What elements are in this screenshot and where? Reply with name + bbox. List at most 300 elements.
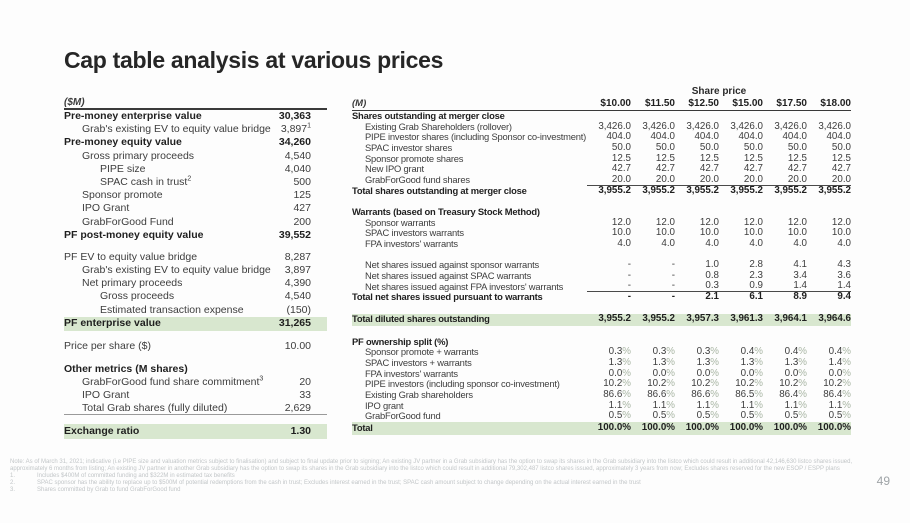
percent-sign: % <box>622 378 631 390</box>
row-label: SPAC investors warrants <box>365 227 464 239</box>
row-value: 33 <box>299 388 311 401</box>
row-label: Estimated transaction expense <box>100 303 244 316</box>
table-row <box>352 411 851 422</box>
footnote-item <box>10 473 858 480</box>
row-value: 50.0 <box>699 142 719 154</box>
row-value: 4.0 <box>705 238 719 250</box>
row-value: 3,897$^1$ <box>280 122 311 136</box>
share-price-columns <box>587 98 851 109</box>
row-value: - <box>671 291 675 303</box>
row-value: 42.7 <box>655 163 675 175</box>
row-value: 1.30 <box>290 424 311 437</box>
row-label: Pre-money equity value <box>64 136 182 149</box>
footnote-text: SPAC sponsor has the ability to replace up to $500M of potential redemptions from the cash in trust; Excludes interest earned in the trust; SPAC cash amount subject to change depending on the actual interest earned in the trust <box>37 480 641 486</box>
row-label: Grab's existing EV to equity value bridge <box>82 264 271 277</box>
share-price-column-header: $18.00 <box>820 98 851 109</box>
percent-sign: % <box>754 410 763 422</box>
row-label: Net shares issued against sponsor warrants <box>365 259 539 271</box>
row-value: 42.7 <box>699 163 719 175</box>
row-value: 2.8 <box>749 259 763 271</box>
row-value: 20.0 <box>655 173 675 185</box>
row-value: 12.0 <box>655 216 675 228</box>
table-row <box>64 376 327 389</box>
table-spacer <box>64 415 327 424</box>
percent-sign: % <box>842 356 851 368</box>
percent-sign: % <box>798 356 807 368</box>
share-price-column-header: $11.50 <box>644 98 675 109</box>
row-value: 0.3% <box>652 346 675 358</box>
row-value: 3,955.2 <box>598 313 631 325</box>
percent-sign: % <box>710 356 719 368</box>
row-label: PF enterprise value <box>64 317 161 330</box>
row-label: Net primary proceeds <box>82 277 183 290</box>
row-value: 50.0 <box>611 142 631 154</box>
percent-sign: % <box>622 410 631 422</box>
percent-sign: % <box>842 378 851 390</box>
table-row <box>352 314 851 327</box>
row-value: 404.0 <box>738 131 763 143</box>
row-value: 4.0 <box>617 238 631 250</box>
row-value: 0.0% <box>608 367 631 379</box>
table-row <box>352 239 851 250</box>
row-label: GrabForGood fund <box>365 410 441 422</box>
row-value: 86.4% <box>823 388 851 400</box>
row-value: 0.3% <box>608 346 631 358</box>
percent-sign: % <box>666 378 675 390</box>
row-value: 20.0 <box>831 173 851 185</box>
percent-sign: % <box>710 346 719 358</box>
footnote-text: Includes $400M of committed funding and $322M in estimated tax benefits <box>37 473 235 479</box>
row-label: Net shares issued against SPAC warrants <box>365 269 532 281</box>
row-value: 42.7 <box>787 163 807 175</box>
table-row <box>352 292 851 303</box>
right-table-unit-label: (M) <box>352 98 367 109</box>
row-label: Existing Grab shareholders <box>365 388 473 400</box>
percent-sign: % <box>798 410 807 422</box>
row-value: 0.0% <box>740 367 763 379</box>
row-values <box>587 271 851 282</box>
row-value: 0.5% <box>696 410 719 422</box>
row-values <box>587 422 851 435</box>
row-value: 20.0 <box>743 173 763 185</box>
row-value: 1.1% <box>652 399 675 411</box>
table-row <box>64 317 327 332</box>
row-value: 12.0 <box>743 216 763 228</box>
share-price-scenario-table <box>352 86 851 435</box>
row-value: 8.9 <box>793 291 807 303</box>
row-value: 10.0 <box>831 227 851 239</box>
row-value: 125 <box>293 189 311 202</box>
percent-sign: % <box>622 367 631 379</box>
percent-sign: % <box>754 367 763 379</box>
row-label: PF ownership split (%) <box>352 335 449 347</box>
row-label: New IPO grant <box>365 163 424 175</box>
row-value: 3,426.0 <box>774 120 807 132</box>
row-value: - <box>627 269 631 281</box>
row-value: 0.0% <box>696 367 719 379</box>
row-value: 1.1% <box>828 399 851 411</box>
table-row <box>352 390 851 401</box>
percent-sign: % <box>798 346 807 358</box>
row-value: 31,265 <box>278 317 311 330</box>
left-table-unit-label: ($M) <box>64 97 327 110</box>
row-value: 3,955.2 <box>642 184 675 196</box>
row-value: 50.0 <box>743 142 763 154</box>
percent-sign: % <box>666 399 675 411</box>
row-value: 1.3% <box>740 356 763 368</box>
row-label: Total net shares issued pursuant to warrants <box>352 291 543 303</box>
percent-sign: % <box>842 346 851 358</box>
percent-sign: % <box>798 399 807 411</box>
row-value: 20.0 <box>787 173 807 185</box>
row-value: 200 <box>293 215 311 228</box>
percent-sign: % <box>622 356 631 368</box>
row-value: 10.0 <box>611 227 631 239</box>
row-value: 0.4% <box>740 346 763 358</box>
row-value: - <box>627 280 631 292</box>
row-value: (150) <box>286 303 311 316</box>
percent-sign: % <box>842 367 851 379</box>
row-label: GrabForGood Fund <box>82 215 174 228</box>
row-value: 6.1 <box>749 291 763 303</box>
table-spacer <box>64 331 327 340</box>
table-spacer <box>352 326 851 337</box>
row-value: 30,363 <box>278 110 311 122</box>
footnote-text: Shares committed by Grab to fund GrabForGood fund <box>37 487 181 493</box>
row-value: 500 <box>293 175 311 188</box>
row-value: 12.0 <box>787 216 807 228</box>
row-value: - <box>627 291 631 303</box>
row-label: Pre-money enterprise value <box>64 110 202 122</box>
row-value: - <box>671 280 675 292</box>
row-value: 3,955.2 <box>642 313 675 325</box>
row-label: FPA investors' warrants <box>365 238 458 250</box>
row-value: 100.0% <box>817 421 851 433</box>
table-row <box>64 277 327 290</box>
row-value: 10.0 <box>655 227 675 239</box>
percent-sign: % <box>798 388 807 400</box>
row-value: 10.2% <box>603 378 631 390</box>
row-value: 12.5 <box>831 152 851 164</box>
table-row <box>352 154 851 165</box>
percent-sign: % <box>666 388 675 400</box>
percent-sign: % <box>754 399 763 411</box>
row-value: 4,540 <box>284 149 311 162</box>
table-row <box>352 358 851 369</box>
row-label: PF EV to equity value bridge <box>64 250 198 263</box>
valuation-summary-table <box>64 97 327 439</box>
row-value: 9.4 <box>837 291 851 303</box>
row-value: 86.6% <box>691 388 719 400</box>
row-value: 2.3 <box>749 269 763 281</box>
row-value: 404.0 <box>650 131 675 143</box>
row-label: Sponsor warrants <box>365 216 436 228</box>
table-row <box>64 136 327 149</box>
row-value: 0.0% <box>652 367 675 379</box>
percent-sign: % <box>754 346 763 358</box>
row-value: 12.5 <box>743 152 763 164</box>
table-spacer <box>352 303 851 314</box>
row-value: 3,957.3 <box>686 313 719 325</box>
row-label: Total shares outstanding at merger close <box>352 184 527 196</box>
row-value: 3,426.0 <box>598 120 631 132</box>
table-row <box>64 251 327 264</box>
row-value: 3,961.3 <box>730 313 763 325</box>
row-value: 100.0% <box>729 421 763 433</box>
row-label: Sponsor promote shares <box>365 152 464 164</box>
row-value: 20.0 <box>611 173 631 185</box>
row-value: 3,964.1 <box>774 313 807 325</box>
footnote-item <box>10 487 858 494</box>
footnote-number: 1. <box>10 473 16 479</box>
row-label: Gross proceeds <box>100 290 175 303</box>
share-price-group-header: Share price <box>691 86 747 97</box>
row-value: 404.0 <box>782 131 807 143</box>
row-value: 3.4 <box>793 269 807 281</box>
row-label: Price per share ($) <box>64 340 151 353</box>
percent-sign: % <box>622 399 631 411</box>
row-value: 42.7 <box>831 163 851 175</box>
row-values <box>587 260 851 271</box>
row-label: FPA investors' warrants <box>365 367 458 379</box>
row-label: Net shares issued against FPA investors' warrants <box>365 280 564 292</box>
row-value: 1.1% <box>608 399 631 411</box>
row-value: 12.5 <box>787 152 807 164</box>
table-row <box>64 290 327 303</box>
table-row <box>64 202 327 215</box>
table-row <box>64 123 327 136</box>
row-value: 4.0 <box>837 238 851 250</box>
percent-sign: % <box>754 356 763 368</box>
row-value: 39,552 <box>278 228 311 241</box>
row-value: 2,629 <box>284 401 311 414</box>
row-value: 100.0% <box>597 421 631 433</box>
row-value: 1.3% <box>652 356 675 368</box>
row-value: 1.0 <box>705 259 719 271</box>
share-price-column-header: $12.50 <box>688 98 719 109</box>
row-label: Warrants (based on Treasury Stock Method) <box>352 206 540 217</box>
row-value: 0.4% <box>784 346 807 358</box>
row-value: 1.1% <box>784 399 807 411</box>
row-value: 3,955.2 <box>730 184 763 196</box>
row-value: - <box>671 269 675 281</box>
row-value: 100.0% <box>641 421 675 433</box>
percent-sign: % <box>710 378 719 390</box>
row-value: 3,955.2 <box>598 184 631 196</box>
row-value: 4.0 <box>749 238 763 250</box>
footnote-list <box>10 473 858 494</box>
row-label: Gross primary proceeds <box>82 149 195 162</box>
table-row <box>64 340 327 353</box>
row-value: 1.1% <box>696 399 719 411</box>
row-value: 1.3% <box>696 356 719 368</box>
percent-sign: % <box>710 410 719 422</box>
row-label: Grab's existing EV to equity value bridge <box>82 123 271 136</box>
row-value: 12.0 <box>611 216 631 228</box>
row-value: 1.4 <box>837 280 851 292</box>
row-value: 3,426.0 <box>818 120 851 132</box>
row-value: 3,897 <box>284 264 311 277</box>
row-values <box>587 282 851 293</box>
footnote-item <box>10 480 858 487</box>
row-label: Sponsor promote + warrants <box>365 346 479 358</box>
row-value: 0.5% <box>608 410 631 422</box>
row-value: 100.0% <box>773 421 807 433</box>
row-value: 86.6% <box>603 388 631 400</box>
row-value: 86.4% <box>779 388 807 400</box>
row-value: 0.9 <box>749 280 763 292</box>
percent-sign: % <box>710 399 719 411</box>
row-value: 10.2% <box>735 378 763 390</box>
row-value: 86.6% <box>647 388 675 400</box>
row-value: 10.00 <box>284 340 311 353</box>
row-value: 0.0% <box>784 367 807 379</box>
percent-sign: % <box>842 399 851 411</box>
row-value: 404.0 <box>694 131 719 143</box>
row-value: 12.5 <box>655 152 675 164</box>
row-value: 42.7 <box>611 163 631 175</box>
row-label: PIPE size <box>100 162 146 175</box>
row-value: 1.4% <box>828 356 851 368</box>
table-row <box>352 422 851 435</box>
row-value: 100.0% <box>685 421 719 433</box>
row-value: 3,426.0 <box>686 120 719 132</box>
row-values <box>587 411 851 422</box>
right-table-header-row <box>352 97 851 111</box>
row-label: IPO Grant <box>82 202 130 215</box>
row-values <box>587 292 851 303</box>
table-row <box>64 389 327 402</box>
row-value: 0.5% <box>652 410 675 422</box>
row-value: 0.8 <box>705 269 719 281</box>
page-title: Cap table analysis at various prices <box>64 47 444 73</box>
percent-sign: % <box>754 378 763 390</box>
table-row <box>64 363 327 376</box>
share-price-column-header: $15.00 <box>732 98 763 109</box>
row-value: 3.6 <box>837 269 851 281</box>
row-value: 50.0 <box>655 142 675 154</box>
row-value: 1.1% <box>740 399 763 411</box>
row-value: 12.0 <box>699 216 719 228</box>
row-value: 1.4 <box>793 280 807 292</box>
row-value: 4,390 <box>284 277 311 290</box>
row-label: Shares outstanding at merger close <box>352 110 505 121</box>
row-value: 20 <box>299 375 311 388</box>
row-value: 404.0 <box>826 131 851 143</box>
row-value: 0.5% <box>828 410 851 422</box>
row-value: - <box>627 259 631 271</box>
row-label: SPAC investors + warrants <box>365 356 472 368</box>
row-label: SPAC cash in trust$^2$ <box>100 175 192 188</box>
percent-sign: % <box>798 367 807 379</box>
row-value: 0.3 <box>705 280 719 292</box>
row-value: 12.5 <box>611 152 631 164</box>
row-label: PF post-money equity value <box>64 228 204 241</box>
percent-sign: % <box>842 410 851 422</box>
percent-sign: % <box>710 367 719 379</box>
table-row <box>64 150 327 163</box>
row-label: GrabForGood fund shares <box>365 174 470 186</box>
row-value: 0.4% <box>828 346 851 358</box>
row-value: 4.0 <box>661 238 675 250</box>
row-values <box>587 186 851 197</box>
percent-sign: % <box>666 367 675 379</box>
row-value: 4,540 <box>284 290 311 303</box>
right-table-rows <box>352 111 851 435</box>
table-spacer <box>64 242 327 251</box>
row-value: 0.3% <box>696 346 719 358</box>
row-value: 10.2% <box>647 378 675 390</box>
row-value: 0.5% <box>784 410 807 422</box>
row-label: PIPE investors (including sponsor co-investment) <box>365 378 560 390</box>
footnote-number: 2. <box>10 480 16 486</box>
row-value: 10.0 <box>699 227 719 239</box>
row-value: 12.5 <box>699 152 719 164</box>
row-value: 3,955.2 <box>818 184 851 196</box>
table-spacer <box>64 354 327 363</box>
row-value: 10.0 <box>787 227 807 239</box>
percent-sign: % <box>622 346 631 358</box>
row-values <box>587 314 851 327</box>
row-label: SPAC investor shares <box>365 142 453 154</box>
footnote-general-note: Note: As of March 31, 2021; indicative (i.e PIPE size and valuation metrics subject to finalisation) and subject to final update prior to signing; An existing JV partner in a Grab subsidiary has the option to swap its shares in the Grab subsidiary into the listco which could result in additional 42,146,630 listco shares issued, approximately 6 months from listing; An existing JV partner in another Grab subsidiary has the option to swap its shares in the Grab subsidiary into the listco which could result in additional 79,302,487 listco shares issued, approximately 3 years from now; Excludes shares reserved for the new ESOP / ESPP plans <box>10 459 853 472</box>
row-value: 3,955.2 <box>774 184 807 196</box>
left-table-rows <box>64 110 327 439</box>
row-value: 1.3% <box>784 356 807 368</box>
row-value: 427 <box>293 202 311 215</box>
row-value: 4,040 <box>284 162 311 175</box>
row-value: 3,955.2 <box>686 184 719 196</box>
row-value: 86.5% <box>735 388 763 400</box>
percent-sign: % <box>666 410 675 422</box>
percent-sign: % <box>622 388 631 400</box>
row-value: 10.2% <box>779 378 807 390</box>
row-value: 404.0 <box>606 131 631 143</box>
row-label: Existing Grab Shareholders (rollover) <box>365 120 512 132</box>
table-row <box>352 186 851 197</box>
row-value: 4.1 <box>793 259 807 271</box>
table-row <box>64 110 327 123</box>
percent-sign: % <box>666 346 675 358</box>
row-label: PIPE investor shares (including Sponsor co-investment) <box>365 131 587 143</box>
row-value: 3,426.0 <box>642 120 675 132</box>
row-value: 1.3% <box>608 356 631 368</box>
row-value: 34,260 <box>278 136 311 149</box>
row-value: 3,964.6 <box>818 313 851 325</box>
percent-sign: % <box>666 356 675 368</box>
row-value: 12.0 <box>831 216 851 228</box>
row-value: 42.7 <box>743 163 763 175</box>
table-row <box>64 163 327 176</box>
footnote-number: 3. <box>10 487 16 493</box>
row-label: Total Grab shares (fully diluted) <box>82 401 228 414</box>
page-number: 49 <box>876 474 890 488</box>
row-value: 10.0 <box>743 227 763 239</box>
row-value: 50.0 <box>787 142 807 154</box>
table-row <box>64 176 327 189</box>
row-value: 20.0 <box>699 173 719 185</box>
table-row <box>64 424 327 439</box>
row-label: GrabForGood fund share commitment$^3$ <box>82 375 264 388</box>
table-row <box>64 402 327 415</box>
row-value: 8,287 <box>284 250 311 263</box>
percent-sign: % <box>710 388 719 400</box>
row-value: 4.3 <box>837 259 851 271</box>
row-value: 4.0 <box>793 238 807 250</box>
row-label: Other metrics (M shares) <box>64 362 188 375</box>
row-value: 10.2% <box>691 378 719 390</box>
row-value: 3,426.0 <box>730 120 763 132</box>
